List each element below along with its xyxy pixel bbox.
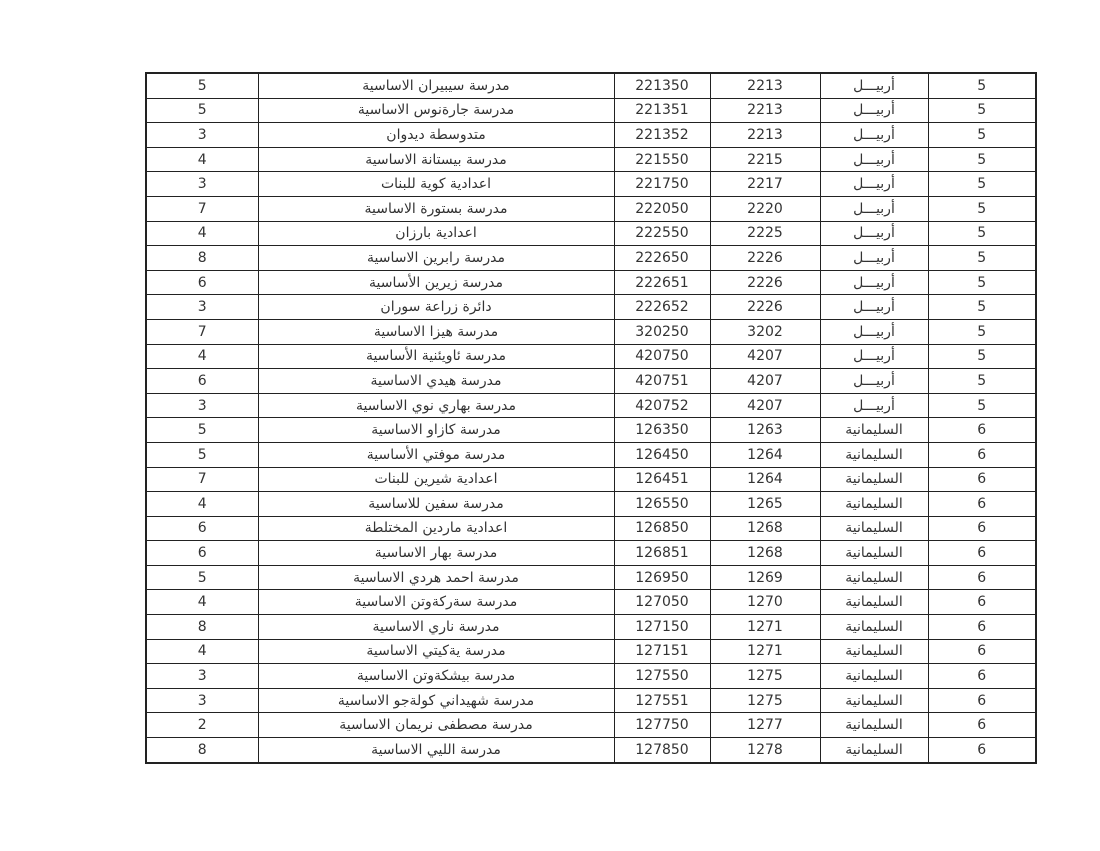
governorate-cell: السليمانية [820,590,928,615]
student-count-cell: 4 [146,221,258,246]
governorate-cell: أربيـــل [820,98,928,123]
school-code-cell: 222651 [614,270,710,295]
school-name-cell: مدرسة بهاري نوي الاساسية [258,393,614,418]
governorate-number-cell: 6 [928,615,1036,640]
governorate-number-cell: 5 [928,147,1036,172]
governorate-number-cell: 5 [928,369,1036,394]
student-count-cell: 5 [146,442,258,467]
governorate-number-cell: 5 [928,344,1036,369]
governorate-cell: السليمانية [820,492,928,517]
governorate-cell: أربيـــل [820,270,928,295]
district-code-cell: 1264 [710,467,820,492]
school-name-cell: مدرسة سيبيران الاساسية [258,73,614,98]
student-count-cell: 6 [146,369,258,394]
school-code-cell: 420751 [614,369,710,394]
governorate-number-cell: 6 [928,688,1036,713]
district-code-cell: 2226 [710,246,820,271]
governorate-cell: السليمانية [820,713,928,738]
governorate-cell: السليمانية [820,418,928,443]
district-code-cell: 1271 [710,615,820,640]
governorate-cell: أربيـــل [820,123,928,148]
governorate-number-cell: 6 [928,713,1036,738]
table-row [146,615,1036,640]
governorate-cell: السليمانية [820,615,928,640]
school-name-cell: دائرة زراعة سوران [258,295,614,320]
district-code-cell: 2225 [710,221,820,246]
school-name-cell: مدرسة شهيداني كولةجو الاساسية [258,688,614,713]
student-count-cell: 4 [146,492,258,517]
district-code-cell: 2226 [710,295,820,320]
district-code-cell: 1277 [710,713,820,738]
student-count-cell: 3 [146,172,258,197]
student-count-cell: 6 [146,516,258,541]
governorate-cell: أربيـــل [820,172,928,197]
school-name-cell: مدرسة سةركةوتن الاساسية [258,590,614,615]
governorate-number-cell: 5 [928,123,1036,148]
school-name-cell: مدرسة ئاويئنية الأساسية [258,344,614,369]
governorate-number-cell: 6 [928,664,1036,689]
district-code-cell: 3202 [710,319,820,344]
table-row [146,196,1036,221]
student-count-cell: 7 [146,196,258,221]
table-row [146,344,1036,369]
table-row [146,295,1036,320]
governorate-number-cell: 5 [928,319,1036,344]
school-name-cell: مدرسة زيرين الأساسية [258,270,614,295]
school-name-cell: مدرسة بيشكةوتن الاساسية [258,664,614,689]
district-code-cell: 4207 [710,393,820,418]
school-name-cell: اعدادية شيرين للبنات [258,467,614,492]
governorate-cell: السليمانية [820,442,928,467]
student-count-cell: 4 [146,147,258,172]
student-count-cell: 6 [146,270,258,295]
governorate-cell: السليمانية [820,688,928,713]
table-row [146,221,1036,246]
student-count-cell: 2 [146,713,258,738]
governorate-cell: السليمانية [820,541,928,566]
district-code-cell: 2220 [710,196,820,221]
school-code-cell: 126451 [614,467,710,492]
school-code-cell: 126350 [614,418,710,443]
governorate-number-cell: 5 [928,393,1036,418]
governorate-cell: السليمانية [820,565,928,590]
table-row [146,98,1036,123]
governorate-number-cell: 6 [928,738,1036,763]
school-name-cell: مدرسة جارةنوس الاساسية [258,98,614,123]
student-count-cell: 4 [146,344,258,369]
governorate-cell: أربيـــل [820,196,928,221]
district-code-cell: 1271 [710,639,820,664]
governorate-number-cell: 6 [928,590,1036,615]
district-code-cell: 1264 [710,442,820,467]
governorate-cell: أربيـــل [820,369,928,394]
student-count-cell: 7 [146,467,258,492]
district-code-cell: 2215 [710,147,820,172]
student-count-cell: 5 [146,418,258,443]
school-code-cell: 126850 [614,516,710,541]
student-count-cell: 5 [146,565,258,590]
school-name-cell: مدرسة بيستانة الاساسية [258,147,614,172]
governorate-cell: السليمانية [820,516,928,541]
school-name-cell: مدرسة بهار الاساسية [258,541,614,566]
table-row [146,270,1036,295]
school-name-cell: مدرسة مصطفى نريمان الاساسية [258,713,614,738]
table-row [146,246,1036,271]
student-count-cell: 3 [146,688,258,713]
school-code-cell: 420752 [614,393,710,418]
table-row [146,565,1036,590]
table-row [146,172,1036,197]
school-code-cell: 222550 [614,221,710,246]
governorate-number-cell: 5 [928,221,1036,246]
table-row [146,541,1036,566]
student-count-cell: 4 [146,590,258,615]
school-name-cell: مدرسة كازاو الاساسية [258,418,614,443]
school-name-cell: مدرسة موفتي الأساسية [258,442,614,467]
district-code-cell: 2226 [710,270,820,295]
school-code-cell: 221351 [614,98,710,123]
table-row [146,713,1036,738]
school-code-cell: 222650 [614,246,710,271]
governorate-number-cell: 6 [928,565,1036,590]
schools-table [145,72,1037,764]
student-count-cell: 3 [146,295,258,320]
school-name-cell: مدرسة سفين للاساسية [258,492,614,517]
district-code-cell: 1265 [710,492,820,517]
table-row [146,688,1036,713]
governorate-cell: أربيـــل [820,319,928,344]
governorate-number-cell: 5 [928,172,1036,197]
table-row [146,393,1036,418]
student-count-cell: 3 [146,664,258,689]
table-row [146,442,1036,467]
table-row [146,516,1036,541]
district-code-cell: 1268 [710,541,820,566]
governorate-cell: السليمانية [820,639,928,664]
student-count-cell: 5 [146,73,258,98]
table-row [146,418,1036,443]
student-count-cell: 8 [146,246,258,271]
governorate-cell: السليمانية [820,738,928,763]
school-name-cell: مدرسة الليي الاساسية [258,738,614,763]
district-code-cell: 1270 [710,590,820,615]
school-code-cell: 221350 [614,73,710,98]
school-code-cell: 127150 [614,615,710,640]
school-code-cell: 126950 [614,565,710,590]
district-code-cell: 2213 [710,73,820,98]
district-code-cell: 1275 [710,688,820,713]
governorate-number-cell: 5 [928,98,1036,123]
governorate-cell: أربيـــل [820,393,928,418]
district-code-cell: 1263 [710,418,820,443]
table-row [146,492,1036,517]
table-row [146,664,1036,689]
district-code-cell: 2213 [710,123,820,148]
table-row [146,147,1036,172]
school-code-cell: 127151 [614,639,710,664]
table-row [146,467,1036,492]
school-code-cell: 127551 [614,688,710,713]
governorate-number-cell: 6 [928,467,1036,492]
governorate-cell: أربيـــل [820,73,928,98]
school-name-cell: متدوسطة ديدوان [258,123,614,148]
school-code-cell: 420750 [614,344,710,369]
student-count-cell: 5 [146,98,258,123]
governorate-number-cell: 5 [928,73,1036,98]
student-count-cell: 3 [146,393,258,418]
student-count-cell: 8 [146,738,258,763]
governorate-cell: أربيـــل [820,221,928,246]
district-code-cell: 2213 [710,98,820,123]
school-name-cell: مدرسة هيدي الاساسية [258,369,614,394]
governorate-cell: أربيـــل [820,147,928,172]
school-code-cell: 127550 [614,664,710,689]
governorate-number-cell: 5 [928,246,1036,271]
school-code-cell: 222050 [614,196,710,221]
table-row [146,590,1036,615]
school-name-cell: مدرسة هيزا الاساسية [258,319,614,344]
district-code-cell: 4207 [710,344,820,369]
school-name-cell: مدرسة احمد هردي الاساسية [258,565,614,590]
district-code-cell: 1275 [710,664,820,689]
governorate-number-cell: 5 [928,295,1036,320]
school-code-cell: 127850 [614,738,710,763]
table-row [146,73,1036,98]
school-code-cell: 221750 [614,172,710,197]
governorate-number-cell: 6 [928,541,1036,566]
school-code-cell: 221352 [614,123,710,148]
district-code-cell: 4207 [710,369,820,394]
governorate-number-cell: 5 [928,270,1036,295]
student-count-cell: 7 [146,319,258,344]
school-code-cell: 221550 [614,147,710,172]
governorate-cell: أربيـــل [820,344,928,369]
governorate-number-cell: 6 [928,639,1036,664]
school-code-cell: 127050 [614,590,710,615]
school-code-cell: 222652 [614,295,710,320]
school-code-cell: 126450 [614,442,710,467]
governorate-number-cell: 6 [928,492,1036,517]
governorate-cell: السليمانية [820,467,928,492]
governorate-cell: السليمانية [820,664,928,689]
student-count-cell: 4 [146,639,258,664]
district-code-cell: 1278 [710,738,820,763]
table-row [146,738,1036,763]
school-name-cell: مدرسة رابرين الاساسية [258,246,614,271]
school-name-cell: مدرسة بستورة الاساسية [258,196,614,221]
student-count-cell: 8 [146,615,258,640]
governorate-number-cell: 5 [928,196,1036,221]
governorate-cell: أربيـــل [820,295,928,320]
school-name-cell: مدرسة ناري الاساسية [258,615,614,640]
table-row [146,639,1036,664]
student-count-cell: 3 [146,123,258,148]
governorate-cell: أربيـــل [820,246,928,271]
school-name-cell: اعدادية كوية للبنات [258,172,614,197]
school-name-cell: مدرسة يةكيتي الاساسية [258,639,614,664]
governorate-number-cell: 6 [928,418,1036,443]
table-row [146,319,1036,344]
district-code-cell: 1269 [710,565,820,590]
district-code-cell: 2217 [710,172,820,197]
school-code-cell: 126851 [614,541,710,566]
school-name-cell: اعدادية بارزان [258,221,614,246]
governorate-number-cell: 6 [928,442,1036,467]
school-code-cell: 127750 [614,713,710,738]
governorate-number-cell: 6 [928,516,1036,541]
student-count-cell: 6 [146,541,258,566]
table-body [146,73,1036,763]
school-code-cell: 126550 [614,492,710,517]
school-name-cell: اعدادية ماردين المختلطة [258,516,614,541]
district-code-cell: 1268 [710,516,820,541]
school-code-cell: 320250 [614,319,710,344]
table-row [146,369,1036,394]
table-row [146,123,1036,148]
